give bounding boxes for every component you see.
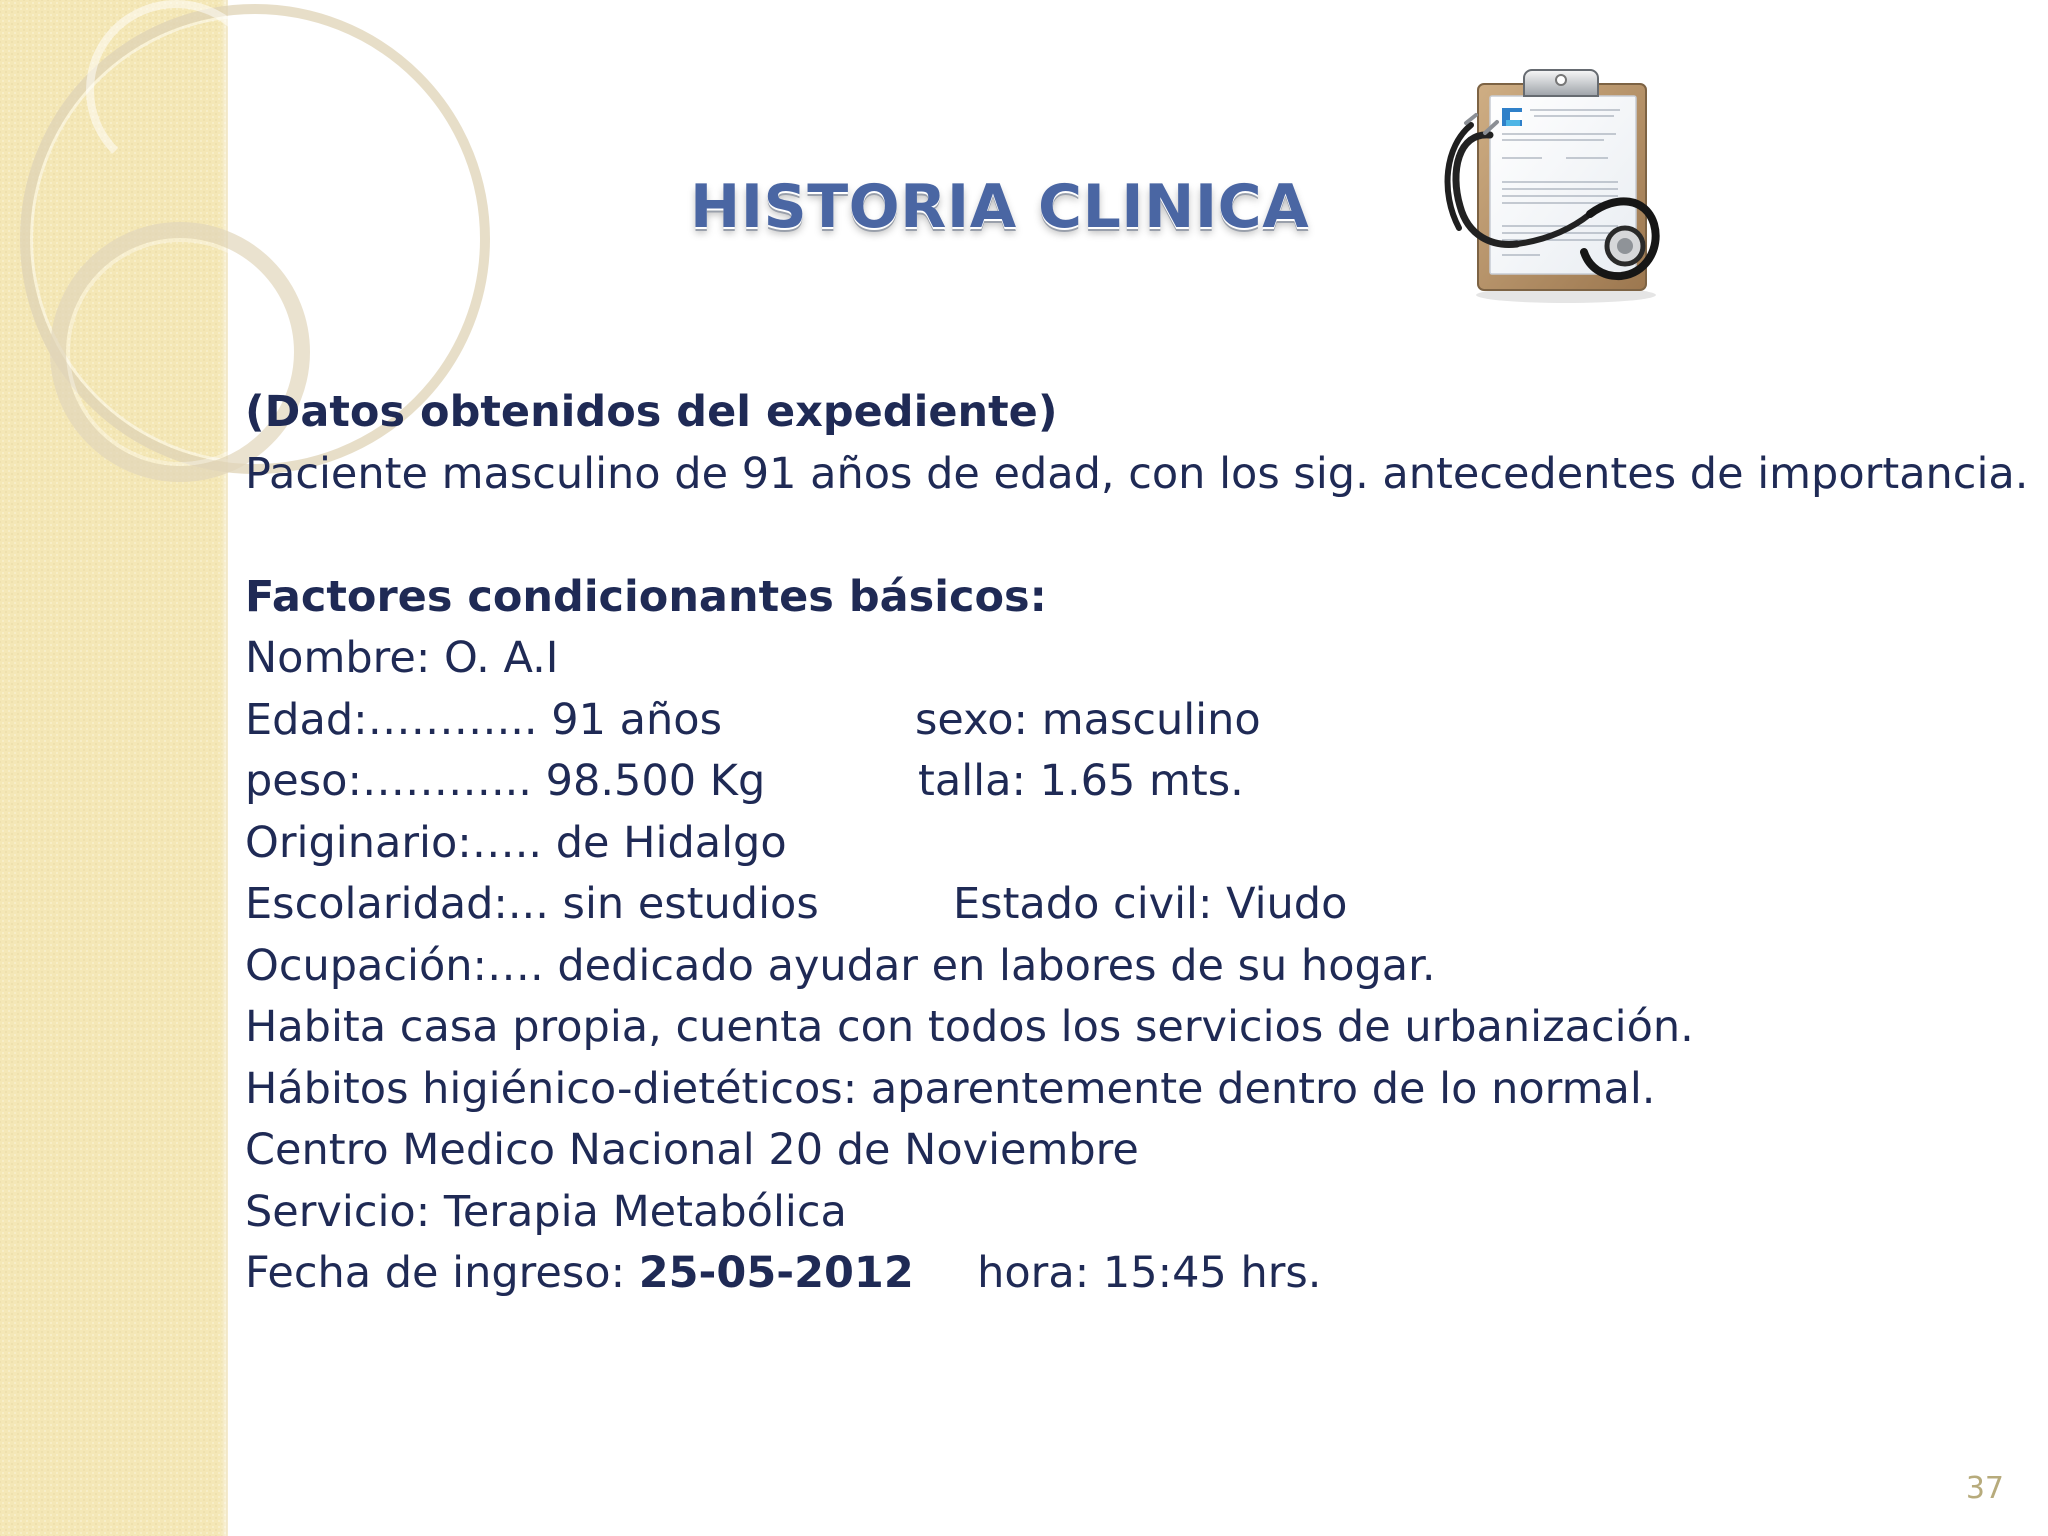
service-name: Servicio: Terapia Metabólica	[245, 1186, 847, 1237]
patient-occupation: Ocupación:…. dedicado ayudar en labores de su hogar.	[245, 940, 1436, 991]
admission-label: Fecha de ingreso:	[245, 1248, 639, 1298]
patient-height: talla: 1.65 mts.	[918, 756, 1244, 806]
patient-housing: Habita casa propia, cuenta con todos los servicios de urbanización.	[245, 1002, 1694, 1052]
admission-row	[245, 1243, 1965, 1305]
patient-age: Edad:………... 91 años	[245, 694, 722, 745]
patient-education: Escolaridad:... sin estudios	[245, 879, 819, 929]
patient-name: Nombre: O. A.I	[245, 633, 559, 683]
admission-date: 25-05-2012	[638, 1248, 914, 1298]
patient-civil-status: Estado civil: Viudo	[953, 879, 1348, 929]
decorative-left-band	[0, 0, 228, 1536]
hospital-name: Centro Medico Nacional 20 de Noviembre	[245, 1125, 1139, 1175]
admission-time: hora: 15:45 hrs.	[977, 1248, 1322, 1298]
paragraph-gap	[245, 505, 1965, 567]
patient-habits: Hábitos higiénico-dietéticos: aparentemente dentro de lo normal.	[245, 1063, 1656, 1114]
clinical-history-content	[245, 382, 2029, 1305]
age-sex-row	[245, 690, 1965, 752]
clipboard-stethoscope-icon	[1440, 62, 1680, 308]
weight-height-row	[245, 751, 1965, 813]
patient-sex: sexo: masculino	[915, 694, 1261, 745]
patient-weight: peso:………... 98.500 Kg	[245, 756, 766, 806]
slide-title: HISTORIA CLINICA	[690, 172, 1310, 242]
patient-origin: Originario:….. de Hidalgo	[245, 817, 787, 868]
page-number: 37	[1965, 1471, 2004, 1506]
patient-summary: Paciente masculino de 91 años de edad, con los sig. antecedentes de importancia.	[245, 448, 2029, 499]
source-note: (Datos obtenidos del expediente)	[245, 387, 1058, 437]
section-heading: Factores condicionantes básicos:	[245, 571, 1047, 622]
education-civil-row	[245, 874, 1965, 936]
